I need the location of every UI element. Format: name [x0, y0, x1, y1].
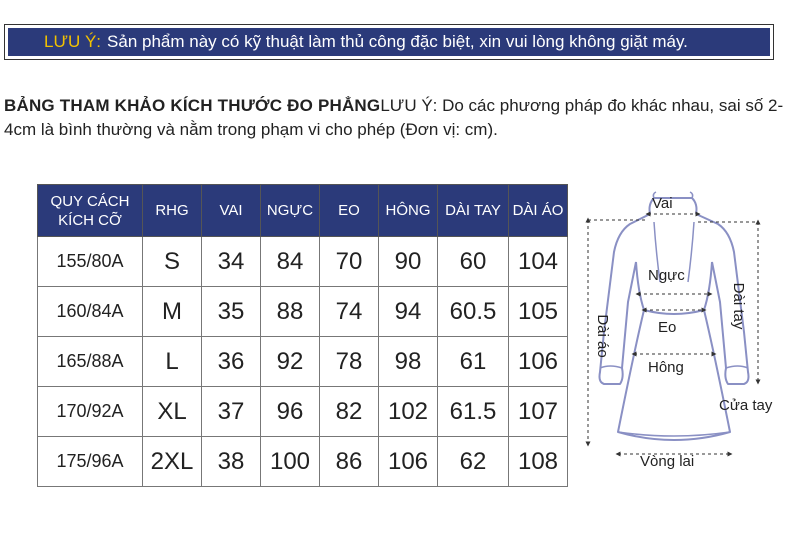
table-cell: 74: [320, 287, 379, 337]
table-cell: L: [143, 337, 202, 387]
table-cell: 105: [509, 287, 568, 337]
size-spec-cell: 170/92A: [38, 387, 143, 437]
table-cell: 60.5: [438, 287, 509, 337]
label-vai: Vai: [652, 195, 673, 212]
table-cell: 82: [320, 387, 379, 437]
column-header-line: QUY CÁCH: [50, 192, 130, 210]
column-header-line: VAI: [219, 202, 243, 219]
table-cell: 102: [379, 387, 438, 437]
table-cell: 108: [509, 437, 568, 487]
table-cell: S: [143, 237, 202, 287]
column-header-line: NGỰC: [266, 202, 314, 219]
table-cell: 106: [509, 337, 568, 387]
table-cell: 106: [379, 437, 438, 487]
size-guide-heading: [4, 94, 784, 142]
table-cell: 34: [202, 237, 261, 287]
care-notice-text: Sản phẩm này có kỹ thuật làm thủ công đặc biệt, xin vui lòng không giặt máy.: [107, 32, 688, 51]
column-header: [509, 185, 568, 237]
table-row: [38, 337, 568, 387]
column-header-line: EO: [338, 202, 360, 219]
table-cell: M: [143, 287, 202, 337]
label-vong-lai: Vòng lai: [640, 453, 695, 470]
table-cell: 107: [509, 387, 568, 437]
size-chart-body: [38, 237, 568, 487]
column-header: [438, 185, 509, 237]
table-cell: 2XL: [143, 437, 202, 487]
table-cell: 78: [320, 337, 379, 387]
size-guide-title: BẢNG THAM KHẢO KÍCH THƯỚC ĐO PHẲNG: [4, 96, 381, 115]
care-notice-label: LƯU Ý:: [44, 32, 102, 51]
label-dai-tay: Dài tay: [730, 282, 747, 330]
column-header-line: HÔNG: [385, 202, 431, 219]
label-dai-ao: Dài áo: [594, 314, 611, 358]
size-chart-header-row: [38, 185, 568, 237]
column-header-line: DÀI TAY: [445, 202, 501, 219]
care-notice-banner: [4, 24, 774, 60]
column-header: [379, 185, 438, 237]
column-header: [38, 185, 143, 237]
measurement-note: LƯU Ý: Do các phương pháp đo khác nhau, sai số 2-4cm là bình thường và nằm trong phạm vi cho phép (Đơn vị: cm).: [4, 96, 784, 139]
label-hong: Hông: [648, 359, 684, 376]
size-spec-cell: 155/80A: [38, 237, 143, 287]
table-cell: 38: [202, 437, 261, 487]
column-header-line: KÍCH CỠ: [58, 211, 122, 229]
size-chart-table: [37, 184, 568, 487]
label-cua-tay: Cửa tay: [719, 397, 773, 414]
table-cell: 36: [202, 337, 261, 387]
table-cell: 100: [261, 437, 320, 487]
label-nguc: Ngực: [648, 267, 685, 284]
column-header-line: DÀI ÁO: [512, 202, 564, 219]
column-header: [320, 185, 379, 237]
table-cell: 35: [202, 287, 261, 337]
column-header-line: RHG: [155, 202, 189, 219]
column-header: [202, 185, 261, 237]
table-cell: 96: [261, 387, 320, 437]
table-row: [38, 387, 568, 437]
table-cell: 70: [320, 237, 379, 287]
table-cell: 60: [438, 237, 509, 287]
table-cell: 90: [379, 237, 438, 287]
table-cell: 37: [202, 387, 261, 437]
care-notice-inner: [8, 28, 770, 56]
label-eo: Eo: [658, 319, 677, 336]
size-spec-cell: 160/84A: [38, 287, 143, 337]
column-header: [143, 185, 202, 237]
column-header: [261, 185, 320, 237]
size-spec-cell: 175/96A: [38, 437, 143, 487]
table-cell: 94: [379, 287, 438, 337]
table-row: [38, 437, 568, 487]
table-cell: 61: [438, 337, 509, 387]
table-row: [38, 287, 568, 337]
table-cell: 61.5: [438, 387, 509, 437]
table-cell: XL: [143, 387, 202, 437]
table-cell: 62: [438, 437, 509, 487]
table-cell: 104: [509, 237, 568, 287]
size-spec-cell: 165/88A: [38, 337, 143, 387]
table-row: [38, 237, 568, 287]
table-cell: 86: [320, 437, 379, 487]
table-cell: 98: [379, 337, 438, 387]
garment-diagram: [578, 182, 788, 482]
table-cell: 84: [261, 237, 320, 287]
table-cell: 92: [261, 337, 320, 387]
table-cell: 88: [261, 287, 320, 337]
